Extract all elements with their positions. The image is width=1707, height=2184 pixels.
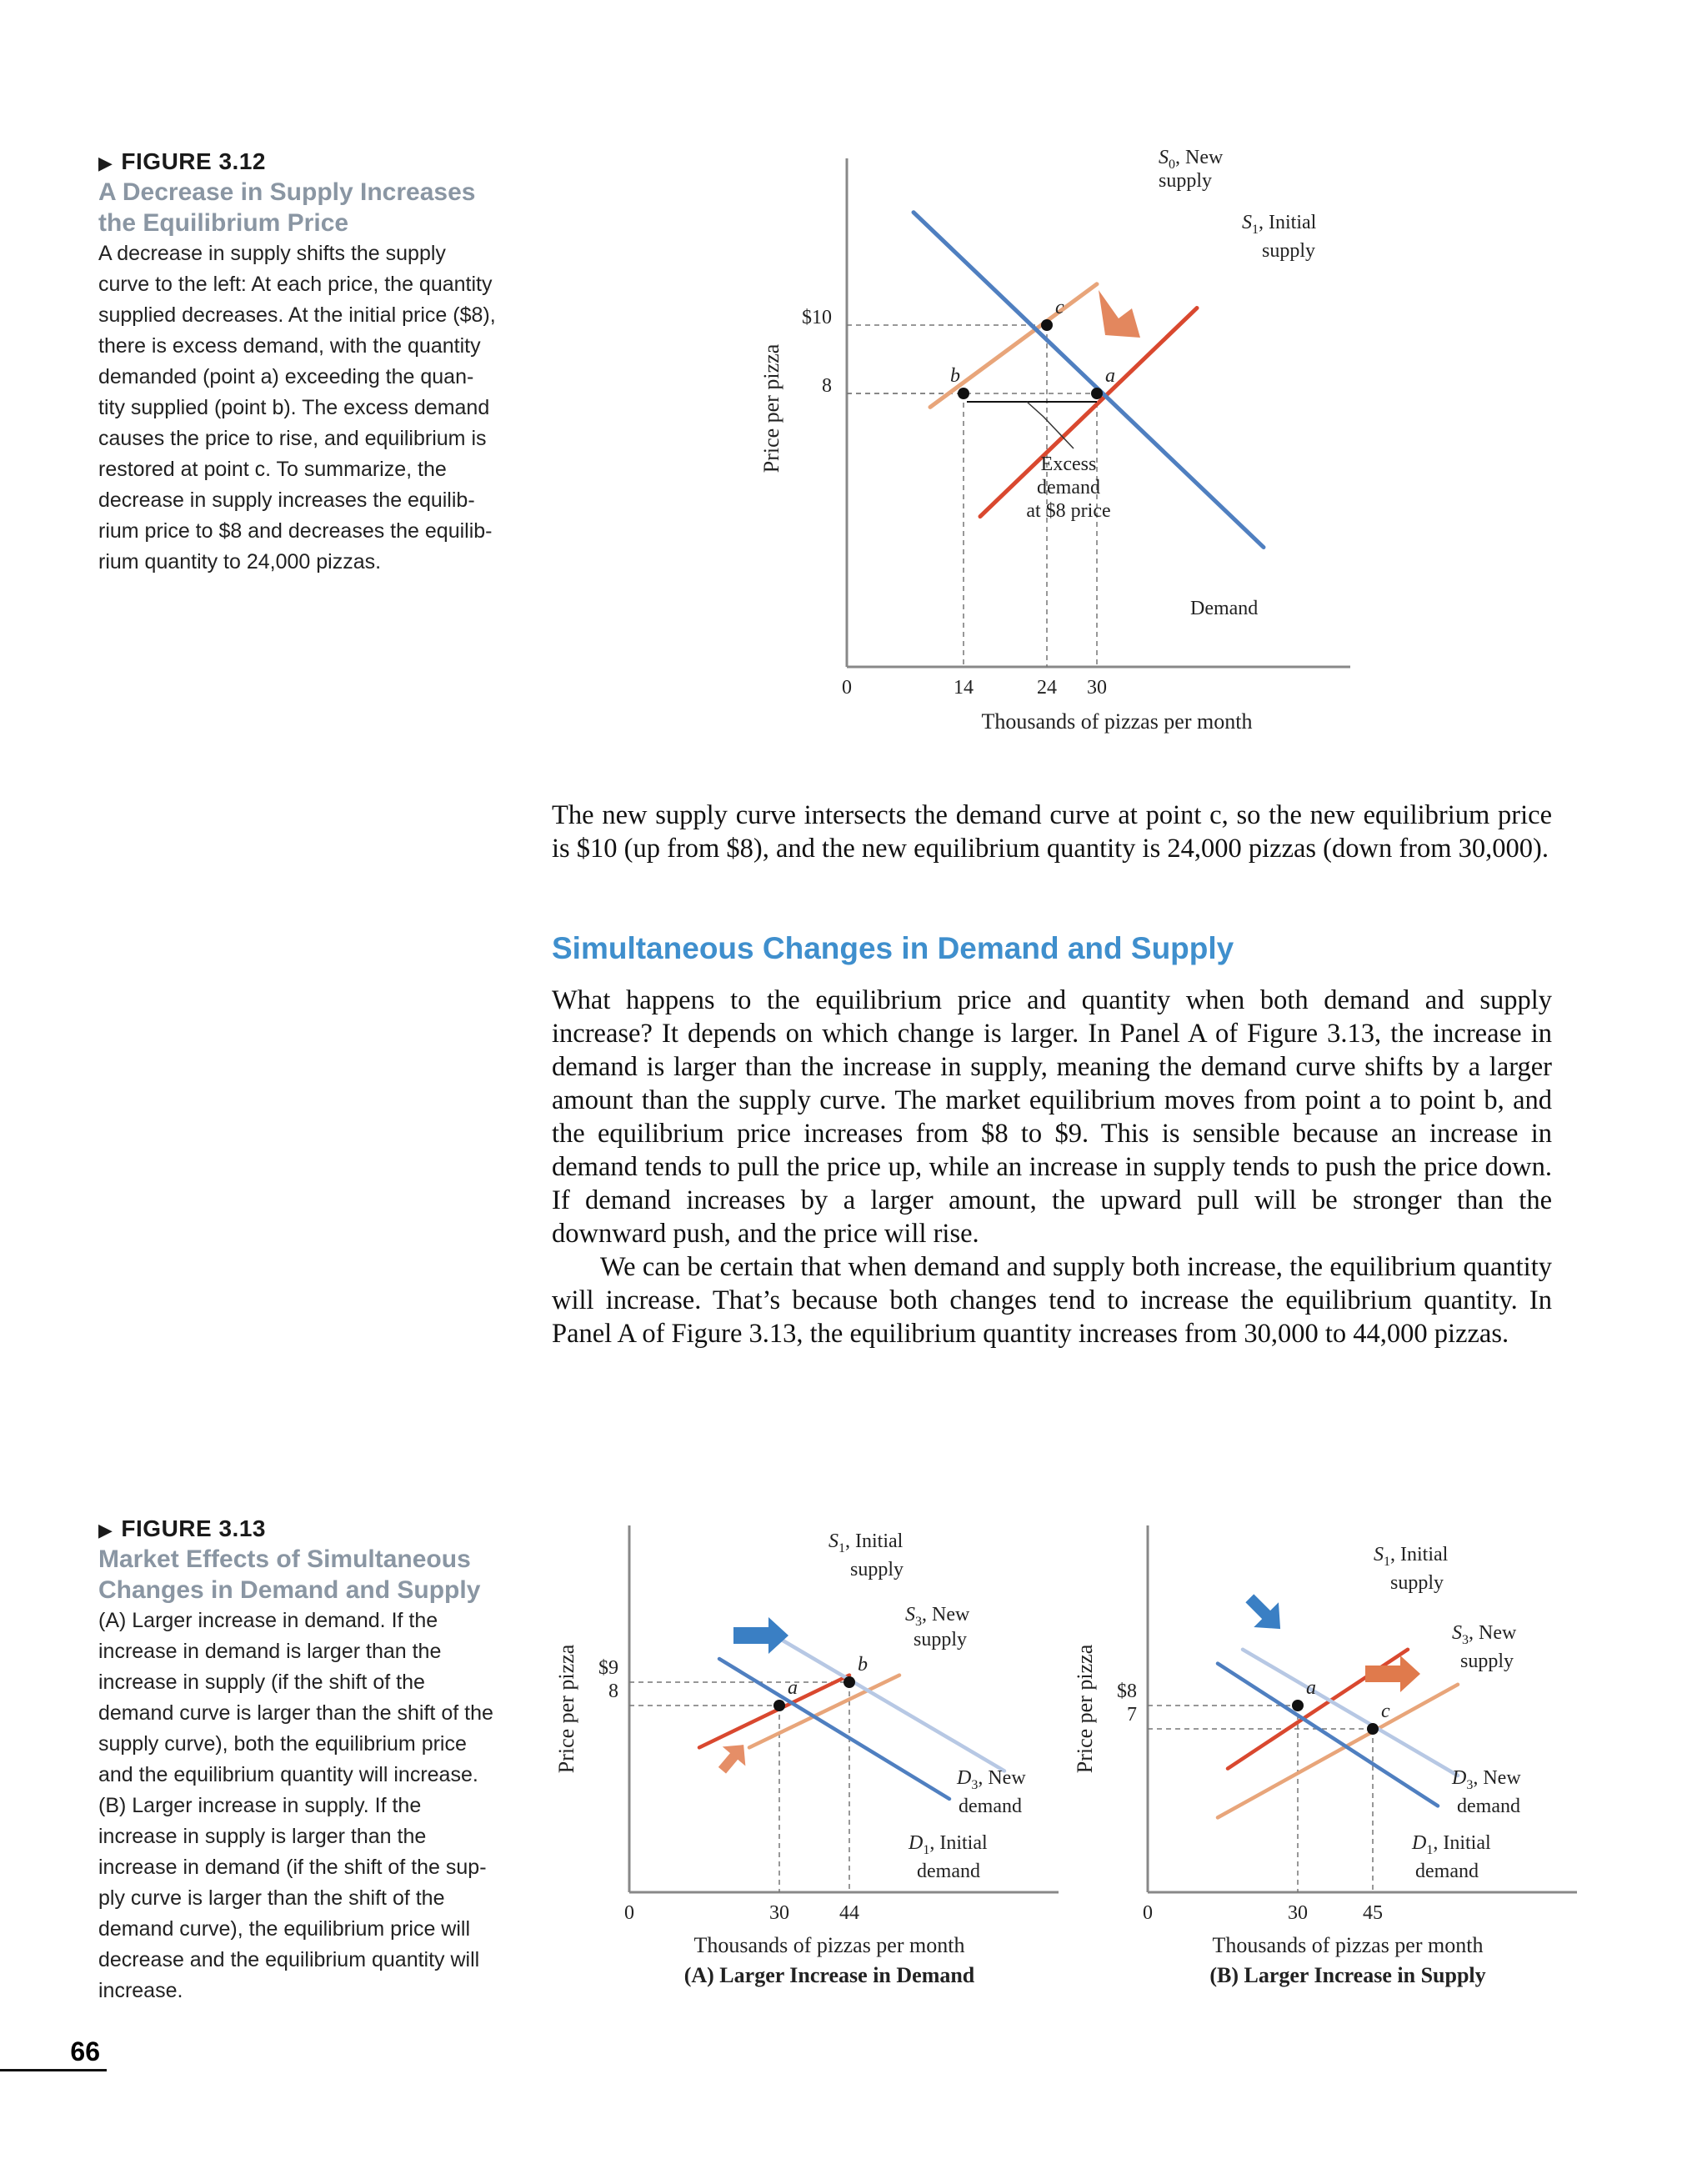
point-label-a: a xyxy=(788,1677,798,1699)
annotation-line1: Excess xyxy=(1040,453,1097,475)
figure-description: (A) Larger increase in demand. If the increase in demand is larger than the increase in supply (if the shift of the demand curve is larger than the shift of the supply curve), both the equilibrium price and the equilibrium quantity will increase. (B) Larger increase in supply. If the increase in supply is larger than the increase in demand (if the shift of the sup- ply curve is larger than the shift of the demand curve), the equilibrium price will decrease and the equilibrium quantity will increase. xyxy=(98,1609,493,2002)
point-c xyxy=(1367,1723,1379,1735)
point-label-a: a xyxy=(1306,1677,1316,1699)
demand-shift-arrow-icon xyxy=(733,1617,788,1654)
curve-d3-new-demand xyxy=(1243,1650,1458,1776)
body-paragraph-2: What happens to the equilibrium price and quantity when both demand and supply increase? It depends on which change is larger. In Panel A of Figure 3.13, the increase in demand is larger than the increase in supply, meaning the demand curve shifts by a larger amount than the supply curve. The market equilibrium moves from point a to point b, and the equilibrium price increases from $8 to $9. This is sensible because an increase in demand tends to pull the price up, while an increase in supply tends to push the price down. If demand increases by a larger amount, the upward pull will be stronger than the downward push, and the price will rise. xyxy=(552,985,1552,1249)
x-tick-44: 44 xyxy=(839,1902,859,1924)
curve-label-s0: $S_0$, New xyxy=(1159,147,1224,172)
curve-label-s0-line2: supply xyxy=(1159,170,1213,192)
section-heading: Simultaneous Changes in Demand and Supply xyxy=(552,931,1234,965)
y-tick-8: 8 xyxy=(608,1681,618,1702)
y-axis-label: Price per pizza xyxy=(1073,1644,1097,1774)
chart-figure-3-13-a xyxy=(533,1509,1067,2009)
panel-title: (B) Larger Increase in Supply xyxy=(1209,1963,1486,1987)
point-b xyxy=(958,388,969,399)
y-tick-8: 8 xyxy=(822,375,832,397)
y-tick-7: 7 xyxy=(1127,1704,1137,1726)
point-label-c: c xyxy=(1381,1701,1390,1722)
curves xyxy=(1218,1650,1458,1818)
curve-label-d3: $D_3$, New xyxy=(1452,1767,1521,1792)
curve-label-s1: $S_1$, Initial xyxy=(828,1530,904,1555)
y-axis-label: Price per pizza xyxy=(554,1644,578,1774)
panel-title: (A) Larger Increase in Demand xyxy=(683,1963,975,1987)
annotation-line3: at $8 price xyxy=(1026,500,1111,522)
curve-label-d3-line2: demand xyxy=(1457,1796,1520,1817)
curve-d1-initial-demand xyxy=(719,1659,949,1799)
curve-s0-new-supply xyxy=(930,284,1097,408)
x-tick-30: 30 xyxy=(1288,1902,1308,1924)
curve-label-s1-line2: supply xyxy=(1262,240,1316,262)
point-a xyxy=(773,1700,785,1711)
y-tick-8: $8 xyxy=(1117,1681,1137,1702)
x-tick-30: 30 xyxy=(769,1902,789,1924)
point-label-b: b xyxy=(858,1654,868,1676)
curve-label-d1: $D_1$, Initial xyxy=(909,1832,988,1857)
curve-label-d3: $D_3$, New xyxy=(957,1767,1026,1792)
triangle-icon: ▶ xyxy=(98,1520,113,1540)
curve-label-d3-line2: demand xyxy=(959,1796,1022,1817)
x-axis-label: Thousands of pizzas per month xyxy=(1212,1933,1484,1957)
x-tick-24: 24 xyxy=(1037,677,1057,699)
curve-label-d1-line2: demand xyxy=(917,1861,980,1882)
curve-label-demand: Demand xyxy=(1190,598,1259,619)
curve-label-s1-line2: supply xyxy=(850,1559,904,1580)
point-a xyxy=(1292,1700,1304,1711)
y-axis-label: Price per pizza xyxy=(759,343,783,473)
curve-label-s1-line2: supply xyxy=(1390,1572,1444,1594)
chart-figure-3-13-b xyxy=(1052,1509,1585,2009)
figure-number: ▶ FIGURE 3.12 xyxy=(98,148,266,174)
point-a xyxy=(1091,388,1103,399)
body-paragraph-3: We can be certain that when demand and supply both increase, the equilibrium quantity will increase. That’s because both changes tend to increase the equilibrium quantity. In Panel A of Figure 3.13, the equilibrium quantity increases from 30,000 to 44,000 pizzas. xyxy=(552,1252,1552,1349)
curve-label-s3: $S_3$, New xyxy=(1452,1622,1517,1647)
point-label-b: b xyxy=(950,365,960,387)
figure-title: Market Effects of Simultaneous Changes in Demand and Supply xyxy=(98,1545,481,1604)
curve-label-d1-line2: demand xyxy=(1415,1861,1479,1882)
point-label-a: a xyxy=(1105,365,1115,387)
chart-axes xyxy=(847,158,1350,667)
figure-3-13-caption xyxy=(98,1515,507,2006)
supply-shift-arrow-icon xyxy=(711,1736,755,1781)
curve-label-s3-line2: supply xyxy=(914,1629,968,1651)
curve-d3-new-demand xyxy=(774,1635,1004,1771)
x-tick-0: 0 xyxy=(842,677,852,699)
x-axis-label: Thousands of pizzas per month xyxy=(693,1933,965,1957)
y-tick-9: $9 xyxy=(598,1657,618,1679)
body-paragraphs xyxy=(552,984,1552,1350)
annotation-pointer xyxy=(1027,402,1074,448)
body-paragraph-1: The new supply curve intersects the demand curve at point c, so the new equilibrium price is $10 (up from $8), and the new equilibrium quantity is 24,000 pizzas (down from 30,000). xyxy=(552,800,1552,864)
figure-3-12-caption xyxy=(98,148,507,578)
x-tick-45: 45 xyxy=(1363,1902,1383,1924)
point-label-c: c xyxy=(1055,297,1064,318)
curve-label-s3: $S_3$, New xyxy=(905,1604,970,1629)
demand-shift-arrow-icon xyxy=(1237,1585,1292,1641)
curve-label-d1: $D_1$, Initial xyxy=(1412,1832,1491,1857)
curve-label-s1: $S_1$, Initial xyxy=(1242,212,1317,237)
shift-arrows xyxy=(1237,1585,1420,1692)
annotation-line2: demand xyxy=(1037,477,1100,498)
x-tick-30: 30 xyxy=(1087,677,1107,699)
figure-title: A Decrease in Supply Increases the Equilibrium Price xyxy=(98,178,476,237)
x-axis-label: Thousands of pizzas per month xyxy=(981,709,1253,734)
curve-label-s3-line2: supply xyxy=(1460,1651,1514,1672)
figure-number: ▶ FIGURE 3.13 xyxy=(98,1515,266,1541)
shift-arrow xyxy=(1099,290,1140,338)
y-tick-10: $10 xyxy=(802,307,832,328)
x-tick-14: 14 xyxy=(954,677,974,699)
shift-arrow-icon xyxy=(1099,290,1140,338)
point-c xyxy=(1041,319,1053,331)
point-b xyxy=(843,1676,855,1688)
triangle-icon: ▶ xyxy=(98,153,113,173)
curve-label-s1: $S_1$, Initial xyxy=(1374,1544,1449,1569)
figure-description: A decrease in supply shifts the supply curve to the left: At each price, the quantity supplied decreases. At the initial price ($8), there is excess demand, with the quantity demanded (point a) exceeding the quan- tity supplied (point b). The excess demand causes the price to rise, and equilibrium is restored at point c. To summarize, the decrease in supply increases the equilib- rium price to $8 and decreases the equilib- rium quantity to 24,000 pizzas. xyxy=(98,242,496,574)
dashed-guides xyxy=(1148,1706,1373,1892)
x-tick-0: 0 xyxy=(624,1902,634,1924)
chart-figure-3-12 xyxy=(733,142,1367,759)
shift-arrows xyxy=(711,1617,788,1780)
page-number: 66 xyxy=(0,2034,107,2071)
x-tick-0: 0 xyxy=(1143,1902,1153,1924)
